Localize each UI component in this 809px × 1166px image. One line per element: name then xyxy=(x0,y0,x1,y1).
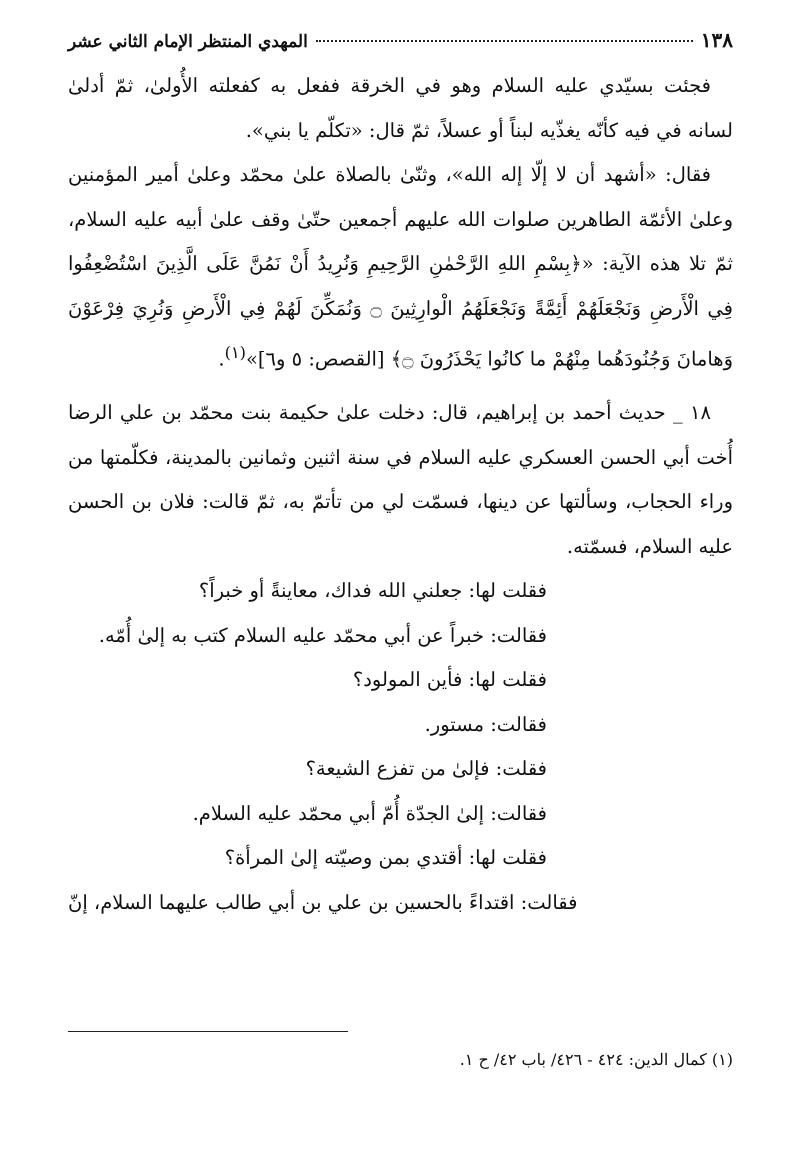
paragraph-1: فجئت بسيّدي عليه السلام وهو في الخرقة ففعل به كفعلته الأُولىٰ، ثمّ أدلىٰ لسانه في فيه كأنّه يغذّيه لبناً أو عسلاً، ثمّ قال: «تكلّم يا بني». xyxy=(68,74,733,142)
running-title: المهدي المنتظر الإمام الثاني عشر xyxy=(68,32,308,52)
dialogue-line: فقالت: مستور. xyxy=(424,712,547,736)
header-leader-dots xyxy=(316,40,693,42)
page-number: ١٣٨ xyxy=(700,28,733,52)
dialogue-line: فقلت لها: جعلني الله فداك، معاينةً أو خبراً؟ xyxy=(198,579,547,602)
body-text xyxy=(68,64,733,925)
dialogue-line: فقلت: فإلىٰ من تفزع الشيعة؟ xyxy=(305,757,547,780)
paragraph-2-text: فقال: «أشهد أن لا إلّا إله الله»، وثنّىٰ بالصلاة علىٰ محمّد وعلىٰ أمير المؤمنين وعلىٰ الأئمّة الطاهرين صلوات الله عليهم أجمعين حتّىٰ وقف علىٰ أبيه عليه السلام، ثمّ تلا هذه الآية: «﴿بِسْمِ اللهِ الرَّحْمٰنِ الرَّحِيمِ وَنُرِيدُ أَنْ نَمُنَّ عَلَى الَّذِينَ اسْتُضْعِفُوا فِي الْأَرضِ وَنَجْعَلَهُمْ أَئِمَّةً وَنَجْعَلَهُمُ الْوارِثِينَ ۝ وَنُمَكِّنَ لَهُمْ فِي الْأَرضِ وَنُرِيَ فِرْعَوْنَ وَهامانَ وَجُنُودَهُما مِنْهُمْ ما كانُوا يَحْذَرُونَ ۝﴾ [القصص: ٥ و٦]» xyxy=(68,163,733,371)
paragraph-2-end: . xyxy=(218,347,225,371)
footnote: (١) كمال الدين: ٤٢٤ - ٤٢٦/ باب ٤٢/ ح ١. xyxy=(459,1050,733,1069)
dialogue-line: فقالت: إلىٰ الجدّة أُمّ أبي محمّد عليه السلام. xyxy=(192,801,547,825)
book-page xyxy=(68,28,733,1148)
hadith-18-paragraph: ١٨ _ حديث أحمد بن إبراهيم، قال: دخلت علىٰ حكيمة بنت محمّد بن علي الرضا أُخت أبي الحسن العسكري عليه السلام في سنة اثنين وثمانين بالمدينة، فكلّمتها من وراء الحجاب، وسألتها عن دينها، فسمّت لي من تأتمّ به، ثمّ قالت: فلان بن الحسن عليه السلام، فسمّته. xyxy=(68,401,733,558)
running-head xyxy=(68,28,733,64)
dialogue-line: فقالت: اقتداءً بالحسين بن علي بن أبي طالب عليهما السلام، إنّ xyxy=(68,890,578,914)
footnote-reference[interactable]: (١) xyxy=(224,343,246,362)
dialogue-line: فقلت لها: أقتدي بمن وصيّته إلىٰ المرأة؟ xyxy=(224,846,547,869)
footnote-divider xyxy=(68,1031,348,1032)
dialogue-line: فقلت لها: فأين المولود؟ xyxy=(352,668,547,691)
paragraph-2 xyxy=(68,153,733,382)
dialogue-line: فقالت: خبراً عن أبي محمّد عليه السلام كتب به إلىٰ أُمّه. xyxy=(98,623,547,647)
